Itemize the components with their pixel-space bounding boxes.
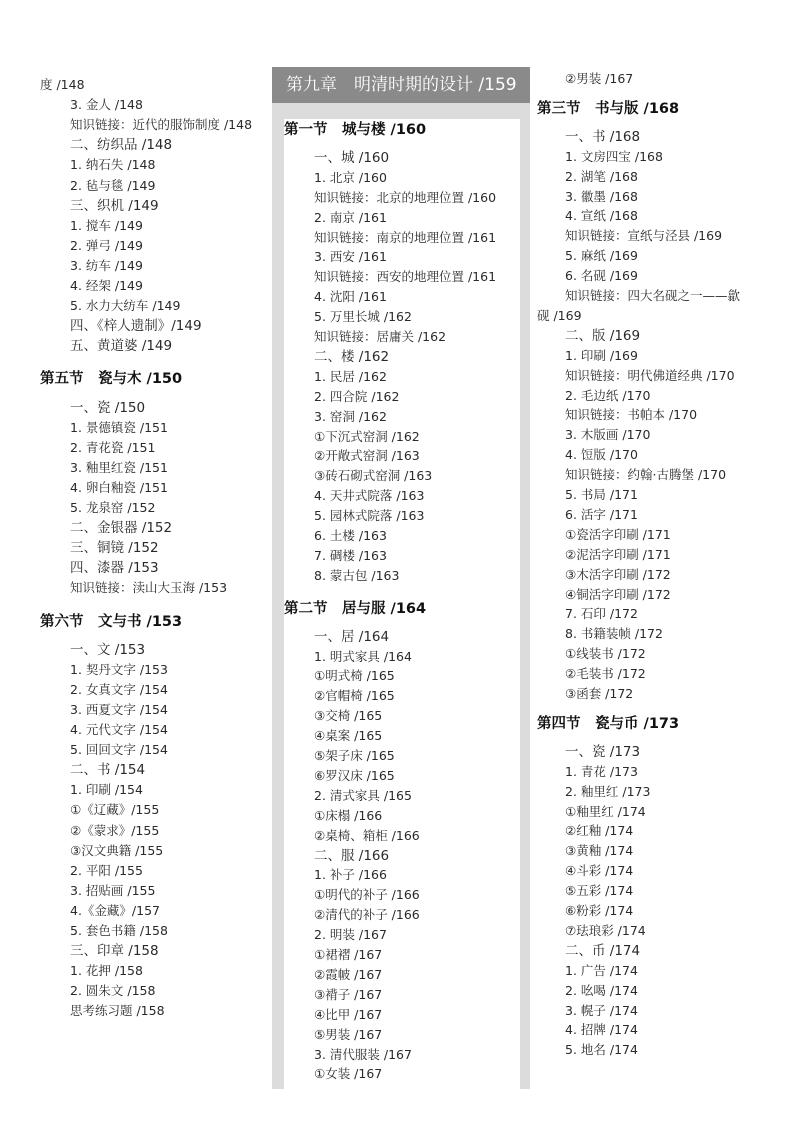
toc-entry: 度 /148 <box>40 77 85 92</box>
toc-entry: 5. 万里长城 /162 <box>314 309 412 325</box>
section-heading: 第五节 瓷与木 /150 <box>40 371 183 388</box>
toc-entry: 6. 名砚 /169 <box>565 268 638 284</box>
toc-entry: ③汉文典籍 /155 <box>70 842 164 858</box>
toc-entry: 4.《金藏》/157 <box>70 902 160 918</box>
toc-entry: 1. 印刷 /169 <box>565 347 638 363</box>
toc-entry: 5. 回回文字 /154 <box>70 742 168 758</box>
section-heading: 第六节 文与书 /153 <box>40 613 183 630</box>
chapter-nine-panel <box>272 67 530 1089</box>
toc-entry: 4. 经架 /149 <box>70 278 143 293</box>
toc-entry: 知识链接：宣纸与泾县 /169 <box>565 228 723 244</box>
toc-entry: 3. 清代服装 /167 <box>314 1046 412 1062</box>
toc-entry: 4. 天井式院落 /163 <box>314 488 425 504</box>
toc-entry: 五、黄道婆 /149 <box>70 338 173 355</box>
toc-entry: 三、织机 /149 <box>70 197 159 214</box>
toc-entry: ①《辽藏》/155 <box>70 802 160 818</box>
toc-entry: ⑦珐琅彩 /174 <box>565 922 646 938</box>
toc-entry: 2. 南京 /161 <box>314 209 387 225</box>
toc-entry: 知识链接：约翰·古腾堡 /170 <box>565 467 727 483</box>
toc-entry: 3. 西安 /161 <box>314 249 387 265</box>
toc-entry: 知识链接：渎山大玉海 /153 <box>70 580 228 596</box>
toc-entry: 二、币 /174 <box>565 942 641 959</box>
toc-entry: ③交椅 /165 <box>314 708 383 724</box>
section-heading: 第二节 居与服 /164 <box>284 600 427 617</box>
toc-entry: 2. 釉里红 /173 <box>565 783 651 799</box>
toc-entry: ③木活字印刷 /172 <box>565 566 671 582</box>
toc-column-middle <box>284 119 520 1089</box>
toc-entry: 二、版 /169 <box>565 327 641 344</box>
toc-entry: 2. 女真文字 /154 <box>70 681 168 697</box>
toc-entry: 知识链接：近代的服饰制度 /148 <box>70 117 253 133</box>
toc-entry: 2. 平阳 /155 <box>70 862 143 878</box>
toc-entry: ⑤男装 /167 <box>314 1026 383 1042</box>
toc-entry: ③函套 /172 <box>565 686 634 701</box>
toc-entry: 8. 书籍装帧 /172 <box>565 626 663 642</box>
toc-entry: 2. 青花瓷 /151 <box>70 439 156 455</box>
toc-entry: 8. 蒙古包 /163 <box>314 567 400 583</box>
toc-entry: 知识链接：四大名砚之一——歙 <box>565 288 741 303</box>
toc-entry: ④桌案 /165 <box>314 728 383 744</box>
toc-entry: 1. 景德镇瓷 /151 <box>70 419 168 435</box>
toc-entry: ②清代的补子 /166 <box>314 907 420 923</box>
toc-entry: 1. 明式家具 /164 <box>314 648 412 664</box>
toc-entry: 3. 徽墨 /168 <box>565 188 638 204</box>
toc-entry: 4. 元代文字 /154 <box>70 722 168 737</box>
toc-entry: ⑥粉彩 /174 <box>565 903 634 918</box>
section-heading: 第三节 书与版 /168 <box>537 100 680 117</box>
toc-entry: 4. 卵白釉瓷 /151 <box>70 479 168 495</box>
toc-entry: ①下沉式窑洞 /162 <box>314 428 420 444</box>
toc-entry: 5. 书局 /171 <box>565 487 638 502</box>
toc-entry: 一、城 /160 <box>314 149 390 166</box>
toc-entry: 知识链接：南京的地理位置 /161 <box>314 229 497 245</box>
toc-entry: 3. 窑洞 /162 <box>314 408 387 424</box>
toc-entry: 2. 吆喝 /174 <box>565 982 638 998</box>
toc-entry: ②毛装书 /172 <box>565 666 646 682</box>
toc-entry: ②桌椅、箱柜 /166 <box>314 827 420 843</box>
toc-entry: 5. 园林式院落 /163 <box>314 508 425 524</box>
toc-entry: 1. 花押 /158 <box>70 963 143 979</box>
toc-entry: 5. 水力大纺车 /149 <box>70 298 181 314</box>
toc-entry: 一、文 /153 <box>70 641 146 658</box>
toc-entry: ②泥活字印刷 /171 <box>565 546 671 562</box>
toc-entry: 6. 土楼 /163 <box>314 528 387 543</box>
toc-entry: 知识链接：明代佛道经典 /170 <box>565 367 735 383</box>
section-heading: 第一节 城与楼 /160 <box>284 122 427 138</box>
toc-entry: ③黄釉 /174 <box>565 843 634 859</box>
toc-entry: 3. 釉里红瓷 /151 <box>70 459 168 475</box>
toc-entry: 3. 纺车 /149 <box>70 257 143 273</box>
toc-entry: 二、纺织品 /148 <box>70 137 173 154</box>
toc-entry: 5. 龙泉窑 /152 <box>70 500 156 515</box>
toc-entry: 1. 契丹文字 /153 <box>70 661 168 677</box>
toc-entry: 4. 沈阳 /161 <box>314 289 387 305</box>
toc-entry: 二、服 /166 <box>314 847 390 864</box>
toc-entry: 5. 套色书籍 /158 <box>70 923 168 938</box>
toc-entry: 思考练习题 /158 <box>70 1003 165 1019</box>
toc-entry: 砚 /169 <box>537 307 582 323</box>
toc-entry: 一、瓷 /173 <box>565 743 641 760</box>
toc-entry: ②开敞式窑洞 /163 <box>314 448 420 464</box>
toc-entry: ③褙子 /167 <box>314 986 383 1002</box>
toc-entry: 知识链接：居庸关 /162 <box>314 329 447 344</box>
toc-entry: 3. 木版画 /170 <box>565 427 651 443</box>
toc-entry: 四、《梓人遗制》/149 <box>70 318 202 335</box>
toc-entry: ②官帽椅 /165 <box>314 688 395 704</box>
toc-entry: ①线装书 /172 <box>565 646 646 662</box>
toc-entry: 2. 圆朱文 /158 <box>70 983 156 999</box>
toc-entry: 1. 纳石失 /148 <box>70 157 156 173</box>
toc-entry: 四、漆器 /153 <box>70 560 159 577</box>
toc-entry: ①釉里红 /174 <box>565 803 646 819</box>
toc-entry: 2. 毡与毯 /149 <box>70 177 156 193</box>
toc-entry: 3. 金人 /148 <box>70 97 143 113</box>
toc-entry: ①裙褶 /167 <box>314 947 383 962</box>
toc-entry: 三、印章 /158 <box>70 943 159 960</box>
toc-entry: ②男装 /167 <box>565 71 634 86</box>
toc-entry: 1. 文房四宝 /168 <box>565 148 663 164</box>
toc-entry: 知识链接：书帕本 /170 <box>565 407 698 423</box>
toc-entry: 知识链接：西安的地理位置 /161 <box>314 269 497 285</box>
toc-entry: 1. 青花 /173 <box>565 763 638 779</box>
toc-entry: 2. 弹弓 /149 <box>70 237 143 253</box>
toc-entry: 4. 招牌 /174 <box>565 1022 638 1038</box>
toc-entry: 一、瓷 /150 <box>70 399 146 416</box>
toc-entry: 1. 搅车 /149 <box>70 217 143 233</box>
toc-entry: ⑤五彩 /174 <box>565 883 634 899</box>
toc-entry: ④斗彩 /174 <box>565 863 634 879</box>
toc-entry: 4. 宣纸 /168 <box>565 208 638 224</box>
toc-entry: 5. 麻纸 /169 <box>565 248 638 264</box>
toc-entry: 5. 地名 /174 <box>565 1042 638 1058</box>
toc-entry: 二、金银器 /152 <box>70 520 173 537</box>
toc-entry: 1. 广告 /174 <box>565 962 638 978</box>
toc-entry: ①女装 /167 <box>314 1066 383 1082</box>
toc-entry: 1. 北京 /160 <box>314 169 387 185</box>
toc-entry: 1. 补子 /166 <box>314 867 387 883</box>
toc-entry: 二、书 /154 <box>70 762 146 779</box>
toc-entry: 3. 招贴画 /155 <box>70 882 156 898</box>
chapter-title: 第九章 明清时期的设计 /159 <box>272 67 530 103</box>
toc-entry: 2. 明装 /167 <box>314 927 387 943</box>
toc-entry: ④比甲 /167 <box>314 1006 383 1022</box>
toc-entry: 2. 四合院 /162 <box>314 388 400 404</box>
toc-entry: ①瓷活字印刷 /171 <box>565 526 671 542</box>
toc-entry: 1. 印刷 /154 <box>70 782 143 798</box>
toc-entry: 3. 西夏文字 /154 <box>70 701 168 717</box>
toc-entry: 4. 饾版 /170 <box>565 447 638 463</box>
toc-entry: 6. 活字 /171 <box>565 506 638 522</box>
toc-entry: ⑥罗汉床 /165 <box>314 767 395 783</box>
toc-entry: 2. 毛边纸 /170 <box>565 387 651 403</box>
toc-entry: 知识链接：北京的地理位置 /160 <box>314 189 497 205</box>
toc-entry: 2. 湖笔 /168 <box>565 168 638 184</box>
toc-entry: ③砖石砌式窑洞 /163 <box>314 468 433 484</box>
toc-entry: ①明式椅 /165 <box>314 668 395 684</box>
toc-entry: ②《蒙求》/155 <box>70 822 160 838</box>
toc-entry: 3. 幌子 /174 <box>565 1002 638 1018</box>
toc-entry: 1. 民居 /162 <box>314 368 387 384</box>
toc-entry: ②霞帔 /167 <box>314 966 383 982</box>
toc-entry: 7. 碉楼 /163 <box>314 547 387 563</box>
toc-entry: ④铜活字印刷 /172 <box>565 586 671 602</box>
toc-entry: ①明代的补子 /166 <box>314 887 420 903</box>
toc-entry: 三、铜镜 /152 <box>70 540 159 557</box>
toc-entry: ②红釉 /174 <box>565 823 634 839</box>
toc-entry: 一、居 /164 <box>314 628 390 645</box>
toc-entry: ①床榻 /166 <box>314 807 383 823</box>
toc-entry: ⑤架子床 /165 <box>314 748 395 763</box>
toc-entry: 2. 清式家具 /165 <box>314 787 412 803</box>
toc-entry: 7. 石印 /172 <box>565 606 638 622</box>
toc-entry: 二、楼 /162 <box>314 348 390 365</box>
toc-entry: 一、书 /168 <box>565 128 641 145</box>
section-heading: 第四节 瓷与币 /173 <box>537 715 680 732</box>
